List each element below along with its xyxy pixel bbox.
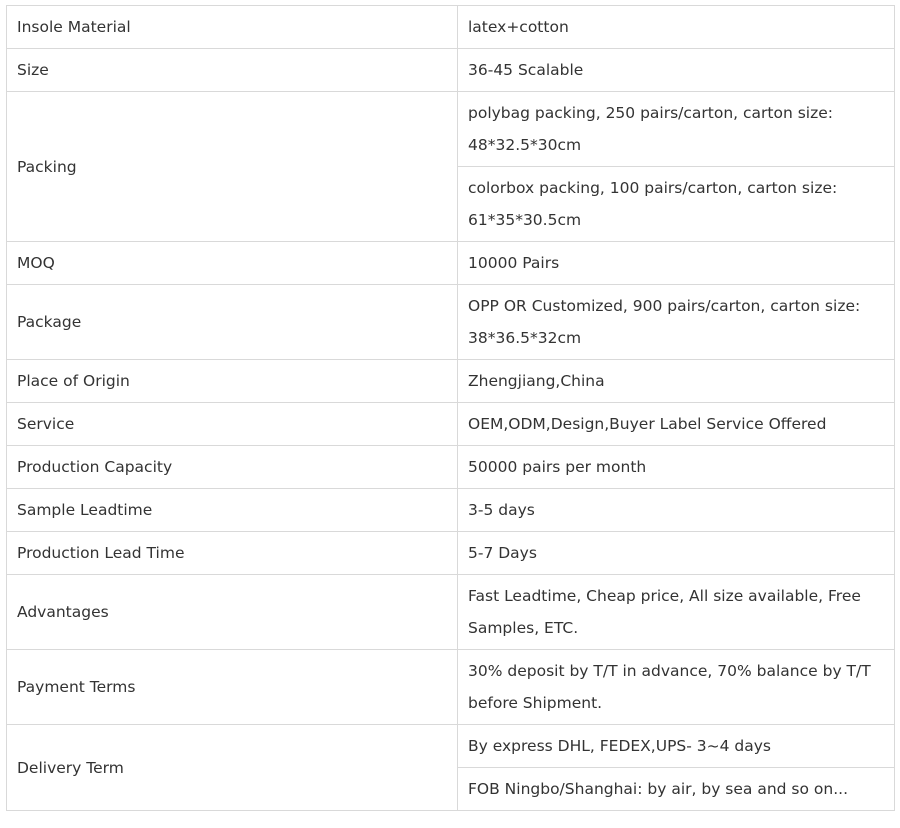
- spec-value: 30% deposit by T/T in advance, 70% balance by T/T before Shipment.: [458, 650, 895, 725]
- table-row: [7, 92, 895, 167]
- spec-label: MOQ: [7, 242, 458, 285]
- spec-value: Fast Leadtime, Cheap price, All size available, Free Samples, ETC.: [458, 575, 895, 650]
- spec-label: Packing: [7, 92, 458, 242]
- spec-value: 3-5 days: [458, 489, 895, 532]
- spec-value: 10000 Pairs: [458, 242, 895, 285]
- spec-value: Zhengjiang,China: [458, 360, 895, 403]
- spec-label: Service: [7, 403, 458, 446]
- table-row: [7, 49, 895, 92]
- spec-label: Size: [7, 49, 458, 92]
- table-row: [7, 489, 895, 532]
- table-row: [7, 285, 895, 360]
- spec-label: Delivery Term: [7, 725, 458, 811]
- spec-label: Production Lead Time: [7, 532, 458, 575]
- spec-label: Advantages: [7, 575, 458, 650]
- spec-value: 50000 pairs per month: [458, 446, 895, 489]
- table-row: [7, 725, 895, 768]
- table-row: [7, 532, 895, 575]
- spec-label: Insole Material: [7, 6, 458, 49]
- table-row: [7, 650, 895, 725]
- spec-value: FOB Ningbo/Shanghai: by air, by sea and so on...: [458, 768, 895, 811]
- spec-value: polybag packing, 250 pairs/carton, carton size: 48*32.5*30cm: [458, 92, 895, 167]
- spec-label: Production Capacity: [7, 446, 458, 489]
- table-row: [7, 360, 895, 403]
- spec-label: Package: [7, 285, 458, 360]
- spec-value: 5-7 Days: [458, 532, 895, 575]
- spec-value: 36-45 Scalable: [458, 49, 895, 92]
- spec-value: OPP OR Customized, 900 pairs/carton, carton size: 38*36.5*32cm: [458, 285, 895, 360]
- spec-label: Sample Leadtime: [7, 489, 458, 532]
- table-row: [7, 575, 895, 650]
- product-spec-table: [6, 5, 895, 811]
- spec-label: Place of Origin: [7, 360, 458, 403]
- table-row: [7, 403, 895, 446]
- spec-value: OEM,ODM,Design,Buyer Label Service Offered: [458, 403, 895, 446]
- table-row: [7, 242, 895, 285]
- table-row: [7, 446, 895, 489]
- spec-value: By express DHL, FEDEX,UPS- 3~4 days: [458, 725, 895, 768]
- spec-value: colorbox packing, 100 pairs/carton, carton size: 61*35*30.5cm: [458, 167, 895, 242]
- spec-label: Payment Terms: [7, 650, 458, 725]
- spec-value: latex+cotton: [458, 6, 895, 49]
- table-row: [7, 6, 895, 49]
